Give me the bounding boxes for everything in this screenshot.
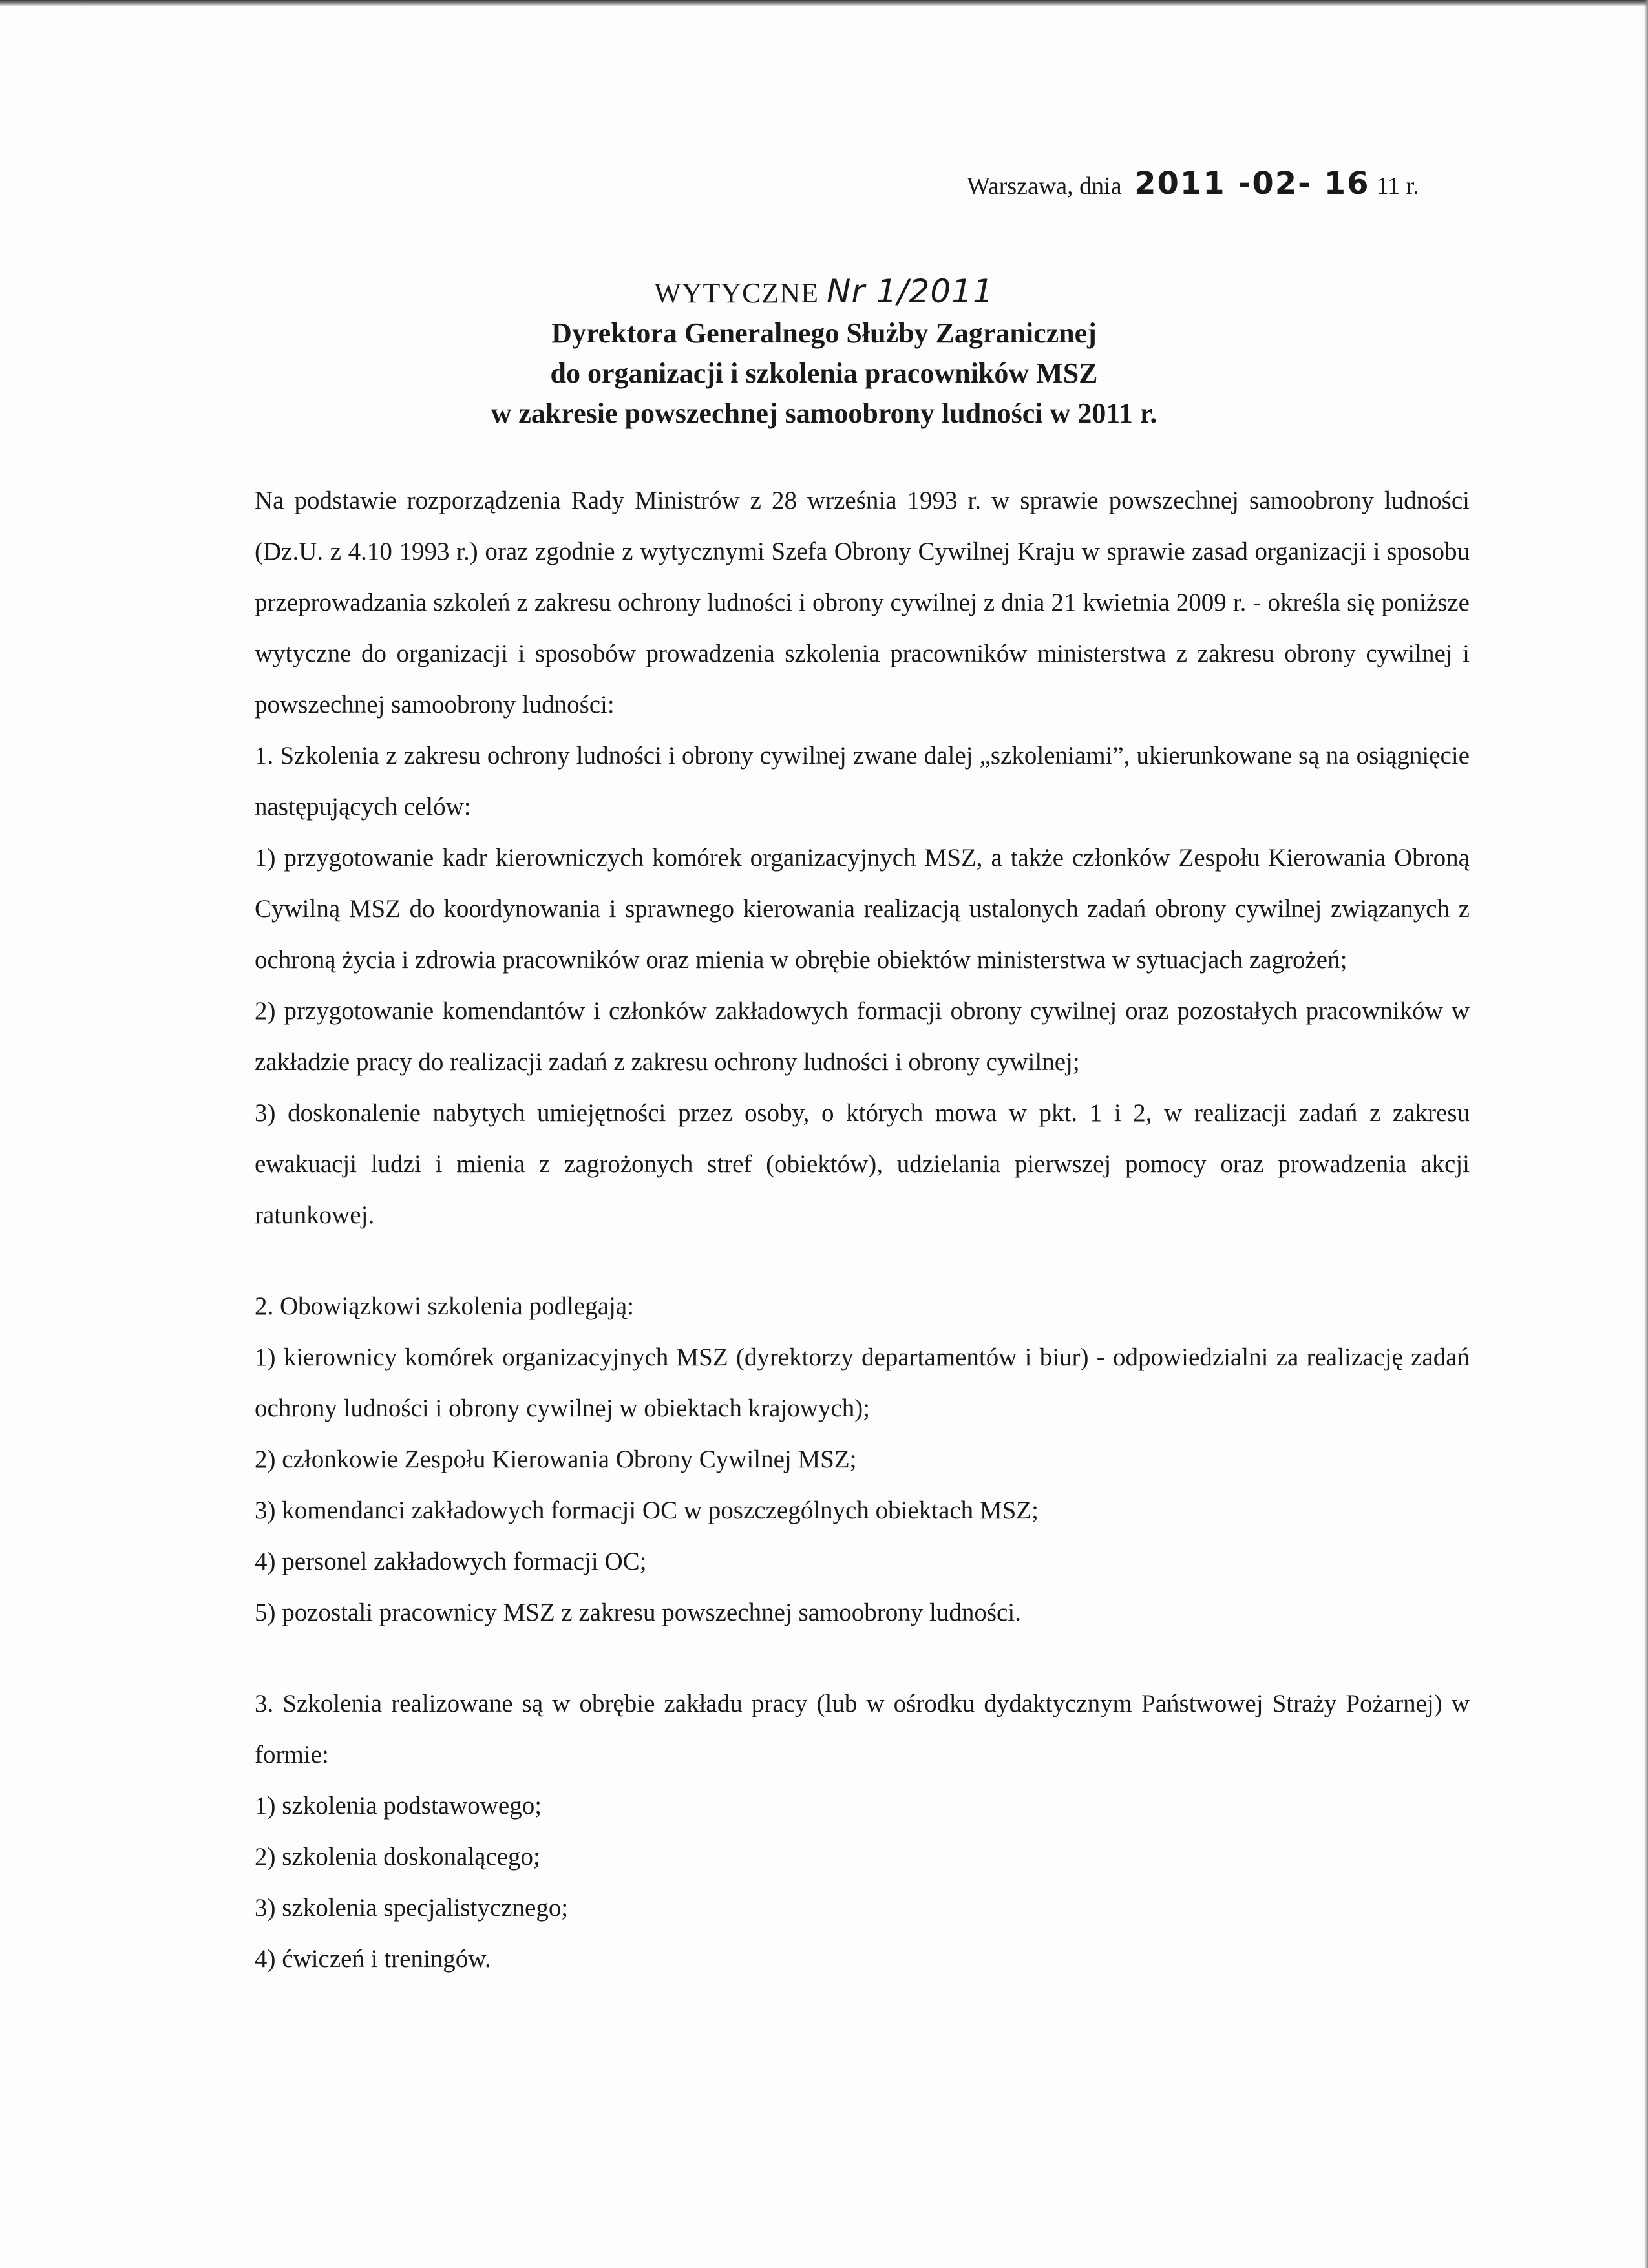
dateline-suffix: 11 r. — [1376, 173, 1419, 200]
section-2-item: 5) pozostali pracownicy MSZ z zakresu powszechnej samoobrony ludności. — [255, 1599, 1021, 1626]
title-label: WYTYCZNE — [654, 277, 819, 309]
title-line-3: do organizacji i szkolenia pracowników MSZ — [550, 357, 1098, 389]
title-line-1 — [0, 271, 1648, 313]
section-2-item: 1) kierownicy komórek organizacyjnych MSZ (dyrektorzy departamentów i biur) - odpowiedzialni za realizację zadań ochrony ludności i obrony cywilnej w obiektach krajowych); — [255, 1343, 1470, 1422]
section-1-item: 2) przygotowanie komendantów i członków zakładowych formacji obrony cywilnej oraz pozostałych pracowników w zakładzie pracy do realizacji zadań z zakresu ochrony ludności i obrony cywilnej; — [255, 997, 1470, 1076]
paragraph-gap — [255, 1241, 1470, 1281]
document-title — [0, 271, 1648, 434]
dateline-place: Warszawa, dnia — [967, 173, 1122, 200]
dateline — [967, 165, 1419, 202]
handwritten-date-stamp: 2011 -02- 16 — [1134, 165, 1370, 202]
section-1-heading: 1. Szkolenia z zakresu ochrony ludności i obrony cywilnej zwane dalej „szkoleniami”, ukierunkowane są na osiągnięcie następujących celów: — [255, 742, 1470, 821]
paragraph-gap — [255, 1638, 1470, 1678]
section-3-item: 4) ćwiczeń i treningów. — [255, 1945, 491, 1973]
section-3-item: 1) szkolenia podstawowego; — [255, 1792, 542, 1820]
handwritten-document-number: Nr 1/2011 — [827, 273, 994, 310]
section-2-item: 3) komendanci zakładowych formacji OC w poszczególnych obiektach MSZ; — [255, 1496, 1039, 1524]
section-2-heading: 2. Obowiązkowi szkolenia podlegają: — [255, 1292, 634, 1320]
section-1-item: 1) przygotowanie kadr kierowniczych komórek organizacyjnych MSZ, a także członków Zespołu Kierowania Obroną Cywilną MSZ do koordynowania i sprawnego kierowania realizacją ustalonych zadań obrony cywilnej związanych z ochroną życia i zdrowia pracowników oraz mienia w obrębie obiektów ministerstwa w sytuacjach zagrożeń; — [255, 844, 1470, 974]
document-body — [255, 475, 1470, 1984]
scan-top-edge — [0, 0, 1648, 6]
title-line-2: Dyrektora Generalnego Służby Zagranicznej — [551, 317, 1097, 349]
section-3-item: 2) szkolenia doskonalącego; — [255, 1843, 540, 1871]
section-2-item: 2) członkowie Zespołu Kierowania Obrony Cywilnej MSZ; — [255, 1445, 857, 1473]
section-2-item: 4) personel zakładowych formacji OC; — [255, 1548, 647, 1575]
title-line-4: w zakresie powszechnej samoobrony ludności w 2011 r. — [491, 397, 1157, 429]
intro-paragraph: Na podstawie rozporządzenia Rady Ministrów z 28 września 1993 r. w sprawie powszechnej samoobrony ludności (Dz.U. z 4.10 1993 r.) oraz zgodnie z wytycznymi Szefa Obrony Cywilnej Kraju w sprawie zasad organizacji i sposobu przeprowadzania szkoleń z zakresu ochrony ludności i obrony cywilnej z dnia 21 kwietnia 2009 r. - określa się poniższe wytyczne do organizacji i sposobów prowadzenia szkolenia pracowników ministerstwa z zakresu obrony cywilnej i powszechnej samoobrony ludności: — [255, 487, 1470, 719]
section-1-item: 3) doskonalenie nabytych umiejętności przez osoby, o których mowa w pkt. 1 i 2, w realizacji zadań z zakresu ewakuacji ludzi i mienia z zagrożonych stref (obiektów), udzielania pierwszej pomocy oraz prowadzenia akcji ratunkowej. — [255, 1099, 1470, 1229]
section-3-heading: 3. Szkolenia realizowane są w obrębie zakładu pracy (lub w ośrodku dydaktycznym Państwowej Straży Pożarnej) w formie: — [255, 1690, 1470, 1769]
section-3-item: 3) szkolenia specjalistycznego; — [255, 1894, 569, 1922]
